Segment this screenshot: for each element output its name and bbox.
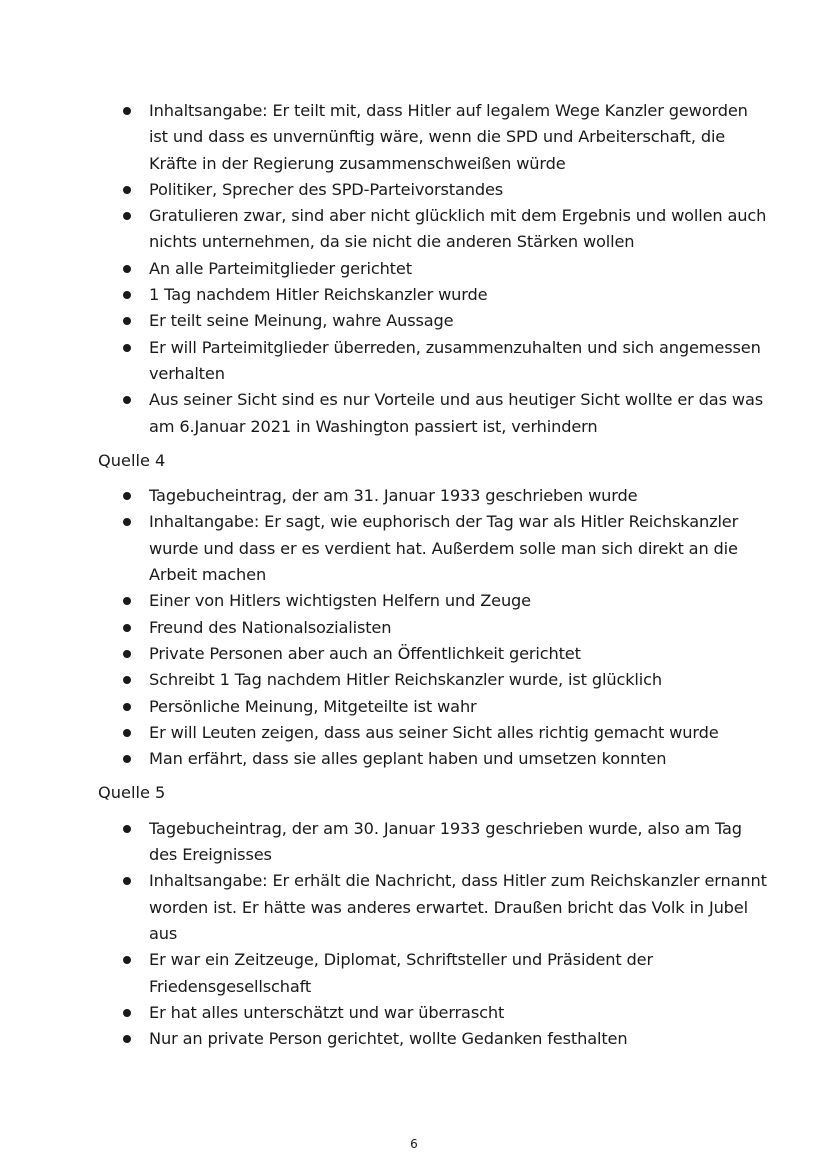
list-item: Private Personen aber auch an Öffentlichkeit gerichtet bbox=[0, 641, 828, 667]
list-item: Er will Parteimitglieder überreden, zusammenzuhalten und sich angemessen verhalten bbox=[0, 335, 828, 388]
list-item: Schreibt 1 Tag nachdem Hitler Reichskanzler wurde, ist glücklich bbox=[0, 667, 828, 693]
bullet-icon bbox=[123, 703, 131, 711]
bullet-icon bbox=[123, 265, 131, 273]
bullet-icon bbox=[123, 107, 131, 115]
bullet-icon bbox=[123, 825, 131, 833]
list-item: Nur an private Person gerichtet, wollte Gedanken festhalten bbox=[0, 1026, 828, 1052]
bullet-icon bbox=[123, 1009, 131, 1017]
bullet-icon bbox=[123, 344, 131, 352]
bullet-icon bbox=[123, 186, 131, 194]
list-item: Tagebucheintrag, der am 31. Januar 1933 geschrieben wurde bbox=[0, 483, 828, 509]
bullet-list-previous-source bbox=[0, 98, 828, 440]
section-heading-quelle-4: Quelle 4 bbox=[98, 450, 166, 470]
list-item: Er will Leuten zeigen, dass aus seiner Sicht alles richtig gemacht wurde bbox=[0, 720, 828, 746]
list-item: Inhaltangabe: Er sagt, wie euphorisch der Tag war als Hitler Reichskanzler wurde und dass er es verdient hat. Außerdem solle man sich direkt an die Arbeit machen bbox=[0, 509, 828, 588]
list-item: 1 Tag nachdem Hitler Reichskanzler wurde bbox=[0, 282, 828, 308]
bullet-icon bbox=[123, 650, 131, 658]
bullet-icon bbox=[123, 956, 131, 964]
bullet-icon bbox=[123, 729, 131, 737]
list-item: Er hat alles unterschätzt und war überrascht bbox=[0, 1000, 828, 1026]
list-item: Inhaltsangabe: Er teilt mit, dass Hitler auf legalem Wege Kanzler geworden ist und dass es unvernünftig wäre, wenn die SPD und Arbeiterschaft, die Kräfte in der Regierung zusammenschweißen würde bbox=[0, 98, 828, 177]
bullet-icon bbox=[123, 291, 131, 299]
list-item: Freund des Nationalsozialisten bbox=[0, 615, 828, 641]
list-item: Politiker, Sprecher des SPD-Parteivorstandes bbox=[0, 177, 828, 203]
list-item: Tagebucheintrag, der am 30. Januar 1933 geschrieben wurde, also am Tag des Ereignisses bbox=[0, 816, 828, 869]
list-item: Er teilt seine Meinung, wahre Aussage bbox=[0, 308, 828, 334]
page-number: 6 bbox=[410, 1137, 418, 1151]
bullet-list-quelle-4 bbox=[0, 483, 828, 772]
section-heading-quelle-5: Quelle 5 bbox=[98, 783, 166, 803]
document-body bbox=[0, 98, 828, 1052]
bullet-icon bbox=[123, 518, 131, 526]
bullet-icon bbox=[123, 624, 131, 632]
bullet-icon bbox=[123, 676, 131, 684]
list-item: Er war ein Zeitzeuge, Diplomat, Schriftsteller und Präsident der Friedensgesellschaft bbox=[0, 947, 828, 1000]
bullet-icon bbox=[123, 755, 131, 763]
bullet-icon bbox=[123, 597, 131, 605]
bullet-icon bbox=[123, 317, 131, 325]
list-item: Gratulieren zwar, sind aber nicht glücklich mit dem Ergebnis und wollen auch nichts unternehmen, da sie nicht die anderen Stärken wollen bbox=[0, 203, 828, 256]
bullet-icon bbox=[123, 212, 131, 220]
bullet-icon bbox=[123, 492, 131, 500]
bullet-list-quelle-5 bbox=[0, 816, 828, 1053]
list-item: Persönliche Meinung, Mitgeteilte ist wahr bbox=[0, 694, 828, 720]
list-item: Man erfährt, dass sie alles geplant haben und umsetzen konnten bbox=[0, 746, 828, 772]
list-item: Aus seiner Sicht sind es nur Vorteile und aus heutiger Sicht wollte er das was am 6.Januar 2021 in Washington passiert ist, verhindern bbox=[0, 387, 828, 440]
bullet-icon bbox=[123, 1035, 131, 1043]
list-item: Inhaltsangabe: Er erhält die Nachricht, dass Hitler zum Reichskanzler ernannt worden ist. Er hätte was anderes erwartet. Draußen bricht das Volk in Jubel aus bbox=[0, 868, 828, 947]
bullet-icon bbox=[123, 877, 131, 885]
list-item: An alle Parteimitglieder gerichtet bbox=[0, 256, 828, 282]
bullet-icon bbox=[123, 396, 131, 404]
list-item: Einer von Hitlers wichtigsten Helfern und Zeuge bbox=[0, 588, 828, 614]
